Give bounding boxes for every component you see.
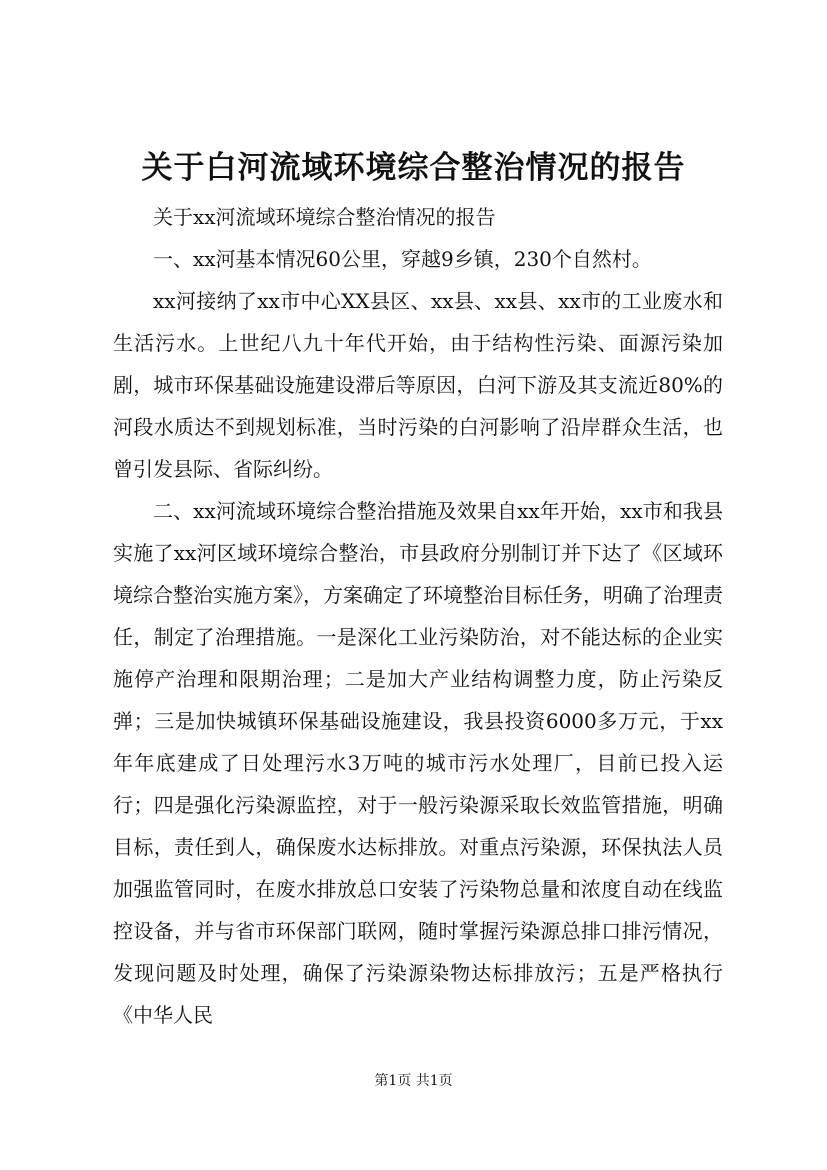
document-title: 关于白河流域环境综合整治情况的报告 <box>141 150 686 186</box>
page-footer: 第1页 共1页 <box>374 1073 453 1089</box>
document-body <box>113 196 723 1036</box>
paragraph-measures: 二、xx河流域环境综合整治措施及效果自xx年开始，xx市和我县实施了xx河区域环境综合整治，市县政府分别制订并下达了《区域环境综合整治实施方案》，方案确定了环境整治目标任务，明确了治理责任，制定了治理措施。一是深化工业污染防治，对不能达标的企业实施停产治理和限期治理；二是加大产业结构调整力度，防止污染反弹；三是加快城镇环保基础设施建设，我县投资6000多万元，于xx年年底建成了日处理污水3万吨的城市污水处理厂，目前已投入运行；四是强化污染源监控，对于一般污染源采取长效监管措施，明确目标，责任到人，确保废水达标排放。对重点污染源，环保执法人员加强监管同时，在废水排放总口安装了污染物总量和浓度自动在线监控设备，并与省市环保部门联网，随时掌握污染源总排口排污情况，发现问题及时处理，确保了污染源染物达标排放污；五是严格执行《中华人民 <box>113 499 723 1027</box>
paragraph-basic-info: 一、xx河基本情况60公里，穿越9乡镇，230个自然村。 <box>153 247 652 271</box>
paragraph-pollution-history: xx河接纳了xx市中心XX县区、xx县、xx县、xx市的工业废水和生活污水。上世纪八九十年代开始，由于结构性污染、面源污染加剧，城市环保基础设施建设滞后等原因，白河下游及其支流近80%的河段水质达不到规划标准，当时污染的白河影响了沿岸群众生活，也曾引发县际、省际纠纷。 <box>113 289 723 481</box>
paragraph-subtitle: 关于xx河流域环境综合整治情况的报告 <box>153 205 496 229</box>
